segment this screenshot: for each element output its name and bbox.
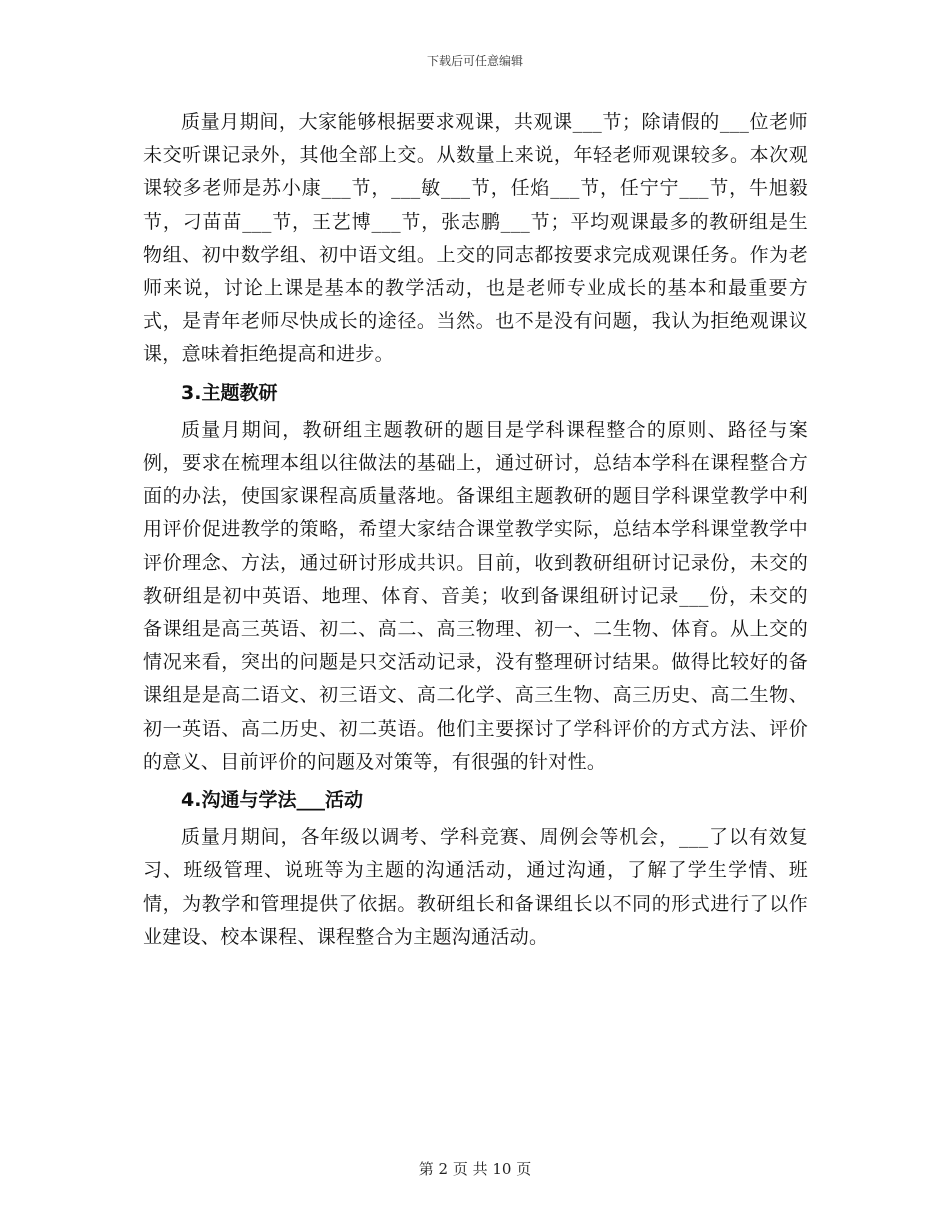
page-header-note: 下载后可任意编辑 <box>426 54 523 68</box>
section-heading-4: 4.沟通与学法___活动 <box>181 789 363 812</box>
section-heading-3: 3.主题教研 <box>181 381 278 404</box>
intro-paragraph: 质量月期间，大家能够根据要求观课，共观课___节；除请假的___位老师未交听课记录外，其他全部上交。从数量上来说，年轻老师观课较多。本次观课较多老师是苏小康___节，___敏___节，任焰___节，任宁宁___节，牛旭毅节，刁苗苗___节，王艺博___节，张志鹏___节；平均观课最多的教研组是生物组、初中数学组、初中语文组。上交的同志都按要求完成观课任务。作为老师来说，讨论上课是基本的教学活动，也是老师专业成长的基本和最重要方式，是青年老师尽快成长的途径。当然。也不是没有问题，我认为拒绝观课议课，意味着拒绝提高和进步。 <box>143 111 808 366</box>
section-paragraph-3: 质量月期间，教研组主题教研的题目是学科课程整合的原则、路径与案例，要求在梳理本组以往做法的基础上，通过研讨，总结本学科在课程整合方面的办法，使国家课程高质量落地。备课组主题教研的题目学科课堂教学中利用评价促进教学的策略，希望大家结合课堂教学实际，总结本学科课堂教学中评价理念、方法，通过研讨形成共识。目前，收到教研组研讨记录份，未交的教研组是初中英语、地理、体育、音美；收到备课组研讨记录___份，未交的备课组是高三英语、初二、高二、高三物理、初一、二生物、体育。从上交的情况来看，突出的问题是只交活动记录，没有整理研讨结果。做得比较好的备课组是是高二语文、初三语文、高二化学、高三生物、高三历史、高二生物、初一英语、高二历史、初二英语。他们主要探讨了学科评价的方式方法、评价的意义、目前评价的问题及对策等，有很强的针对性。 <box>143 418 808 773</box>
page-number-footer: 第 2 页 共 10 页 <box>418 1160 532 1178</box>
section-paragraph-4: 质量月期间，各年级以调考、学科竞赛、周例会等机会，___了以有效复习、班级管理、说班等为主题的沟通活动，通过沟通，了解了学生学情、班情，为教学和管理提供了依据。教研组长和备课组长以不同的形式进行了以作业建设、校本课程、课程整合为主题沟通活动。 <box>143 826 808 948</box>
document-body <box>143 106 808 954</box>
